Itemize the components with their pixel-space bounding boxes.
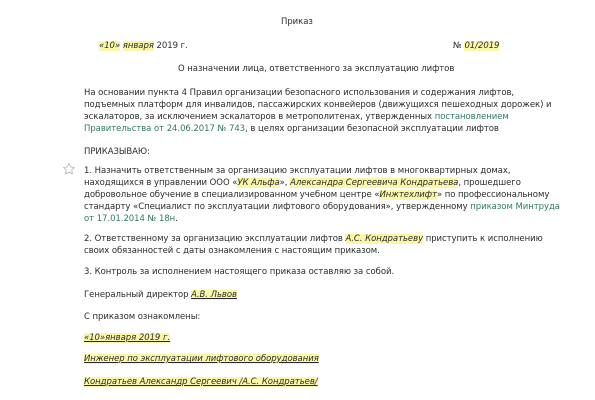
p1-line-4 bbox=[84, 202, 560, 213]
p1-line-1: 1. Назначить ответственным за организацию эксплуатации лифтов в многоквартирных домах, bbox=[84, 166, 511, 176]
p1-text-d: добровольное обучение в специализированном учебном центре « bbox=[84, 190, 380, 200]
ack-name bbox=[84, 377, 318, 388]
ack-position-text: Инженер по эксплуатации лифтового оборудования bbox=[84, 354, 319, 364]
ack-position bbox=[84, 354, 319, 365]
doc-date bbox=[99, 41, 188, 52]
p1-text-g: . bbox=[175, 214, 178, 224]
employee-name: Александра Сергеевича Кондратьева bbox=[290, 178, 459, 188]
acquainted-label: С приказом ознакомлены: bbox=[84, 312, 201, 322]
order-word: ПРИКАЗЫВАЮ: bbox=[84, 147, 150, 157]
doc-number bbox=[453, 41, 499, 52]
p2-text-a: 2. Ответственному за организацию эксплуатации лифтов bbox=[84, 234, 346, 244]
date-month: января bbox=[122, 41, 154, 51]
p2-text-b: приступить к исполнению bbox=[423, 234, 543, 244]
director-label: Генеральный директор bbox=[84, 290, 192, 300]
star-outline-icon[interactable] bbox=[62, 162, 76, 176]
date-year: 2019 г. bbox=[156, 41, 188, 51]
responsible-name: А.С. Кондратьеву bbox=[345, 234, 424, 244]
ack-day: «10» bbox=[84, 333, 106, 343]
ack-name-text: Кондратьев Александр Сергеевич /А.С. Кондратьев/ bbox=[84, 377, 318, 387]
doc-title: Приказ bbox=[281, 17, 313, 27]
basis-text-end: , в целях организации безопасной эксплуатации лифтов bbox=[245, 124, 499, 134]
doc-subject: О назначении лица, ответственного за эксплуатацию лифтов bbox=[178, 64, 455, 74]
number-prefix: № bbox=[453, 41, 462, 51]
basis-link-start[interactable]: постановлением bbox=[434, 112, 509, 122]
basis-line-3 bbox=[84, 112, 509, 123]
p1-line-2 bbox=[84, 178, 521, 189]
director-line bbox=[84, 290, 237, 301]
p1-link-start[interactable]: приказом Минтруда bbox=[470, 202, 560, 212]
date-day: «10» bbox=[99, 41, 121, 51]
number-value: 01/2019 bbox=[464, 41, 500, 51]
p1-link-end[interactable]: от 17.01.2014 № 18н bbox=[84, 214, 176, 224]
basis-line-4 bbox=[84, 124, 499, 135]
ack-date bbox=[84, 333, 170, 344]
basis-line-2: подъемных платформ для инвалидов, пассажирских конвейеров (движущихся пешеходных дорожек) и bbox=[84, 100, 552, 110]
p2-line-1 bbox=[84, 234, 543, 245]
basis-link-end[interactable]: Правительства от 24.06.2017 № 743 bbox=[84, 124, 246, 134]
p1-text-f: стандарту «Специалист по эксплуатации лифтового оборудования», утвержденному bbox=[84, 202, 471, 212]
basis-line-1: На основании пункта 4 Правил организации безопасного использования и содержания лифтов, bbox=[84, 88, 515, 98]
training-center: Инжтехлифт bbox=[379, 190, 437, 200]
p1-text-e: » по профессиональному bbox=[436, 190, 550, 200]
p1-text-a: находящихся в управлении ООО « bbox=[84, 178, 238, 188]
p3-line: 3. Контроль за исполнением настоящего приказа оставляю за собой. bbox=[84, 267, 395, 277]
company-name: УК Альфа bbox=[237, 178, 280, 188]
p1-text-b: », bbox=[279, 178, 291, 188]
p1-text-c: , прошедшего bbox=[458, 178, 521, 188]
p2-line-2: своих обязанностей с даты ознакомления с настоящим приказом. bbox=[84, 246, 380, 256]
p1-line-3 bbox=[84, 190, 549, 201]
director-name: А.В. Львов bbox=[191, 290, 237, 300]
p1-line-5 bbox=[84, 214, 178, 225]
basis-text: эскалаторов, за исключением эскалаторов в метрополитенах, утвержденных bbox=[84, 112, 435, 122]
ack-date-text: января 2019 г. bbox=[105, 333, 171, 343]
